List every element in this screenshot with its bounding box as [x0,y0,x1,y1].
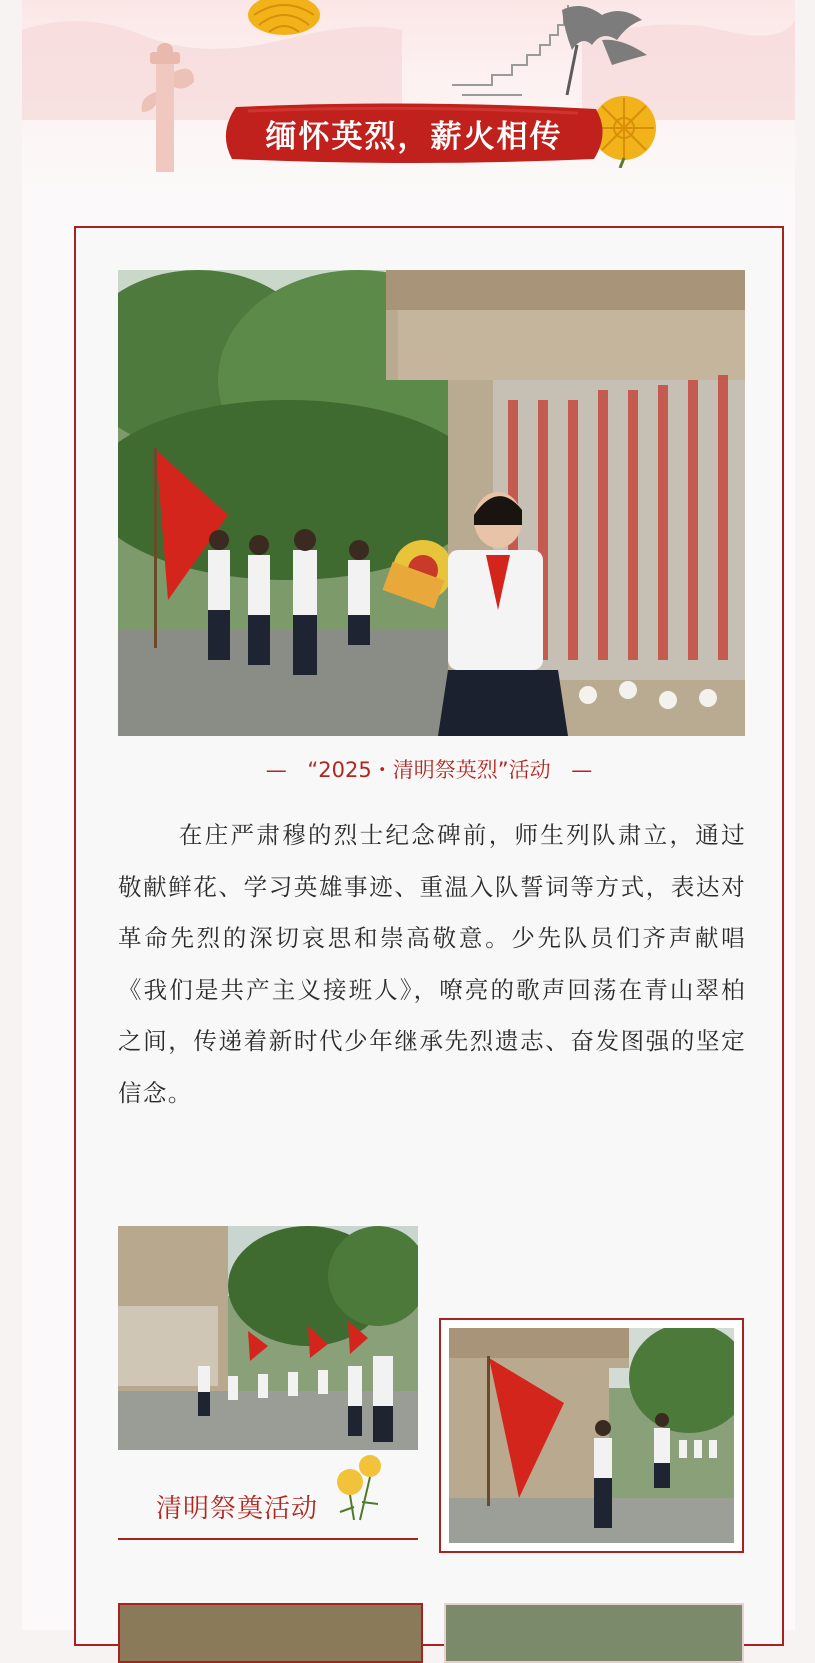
sub-photo-flag [449,1328,734,1543]
page-title: 缅怀英烈，薪火相传 [265,118,563,155]
bottom-photo-frame [118,1603,423,1663]
photo-caption [76,754,782,784]
caption-dash-right: — [571,758,593,782]
sub-photo-frame [439,1318,744,1553]
title-banner [218,101,610,165]
chrysanthemum-icon [330,1452,390,1522]
body-text: 在庄严肃穆的烈士纪念碑前，师生列队肃立，通过敬献鲜花、学习英雄事迹、重温入队誓词等方式，表达对革命先烈的深切哀思和崇高敬意。少先队员们齐声献唱《我们是共产主义接班人》，嘹亮的歌声回荡在青山翠柏之间，传递着新时代少年继承先烈遗志、奋发图强的坚定信念。 [118,821,746,1107]
huabiao-pillar-icon [134,42,204,172]
content-card [74,226,784,1646]
bottom-photo-frame [444,1603,744,1663]
page [22,0,795,1630]
stairs-illustration [452,0,672,100]
header [22,0,795,190]
main-photo [118,270,745,736]
sub-label [118,1450,418,1540]
chrysanthemum-icon [244,0,324,45]
caption-text: “2025・清明祭英烈”活动 [307,758,551,782]
body-paragraph [118,810,746,1119]
sub-label-text: 清明祭奠活动 [156,1494,319,1524]
sub-photo-ceremony [118,1226,418,1450]
caption-dash-left: — [265,758,287,782]
